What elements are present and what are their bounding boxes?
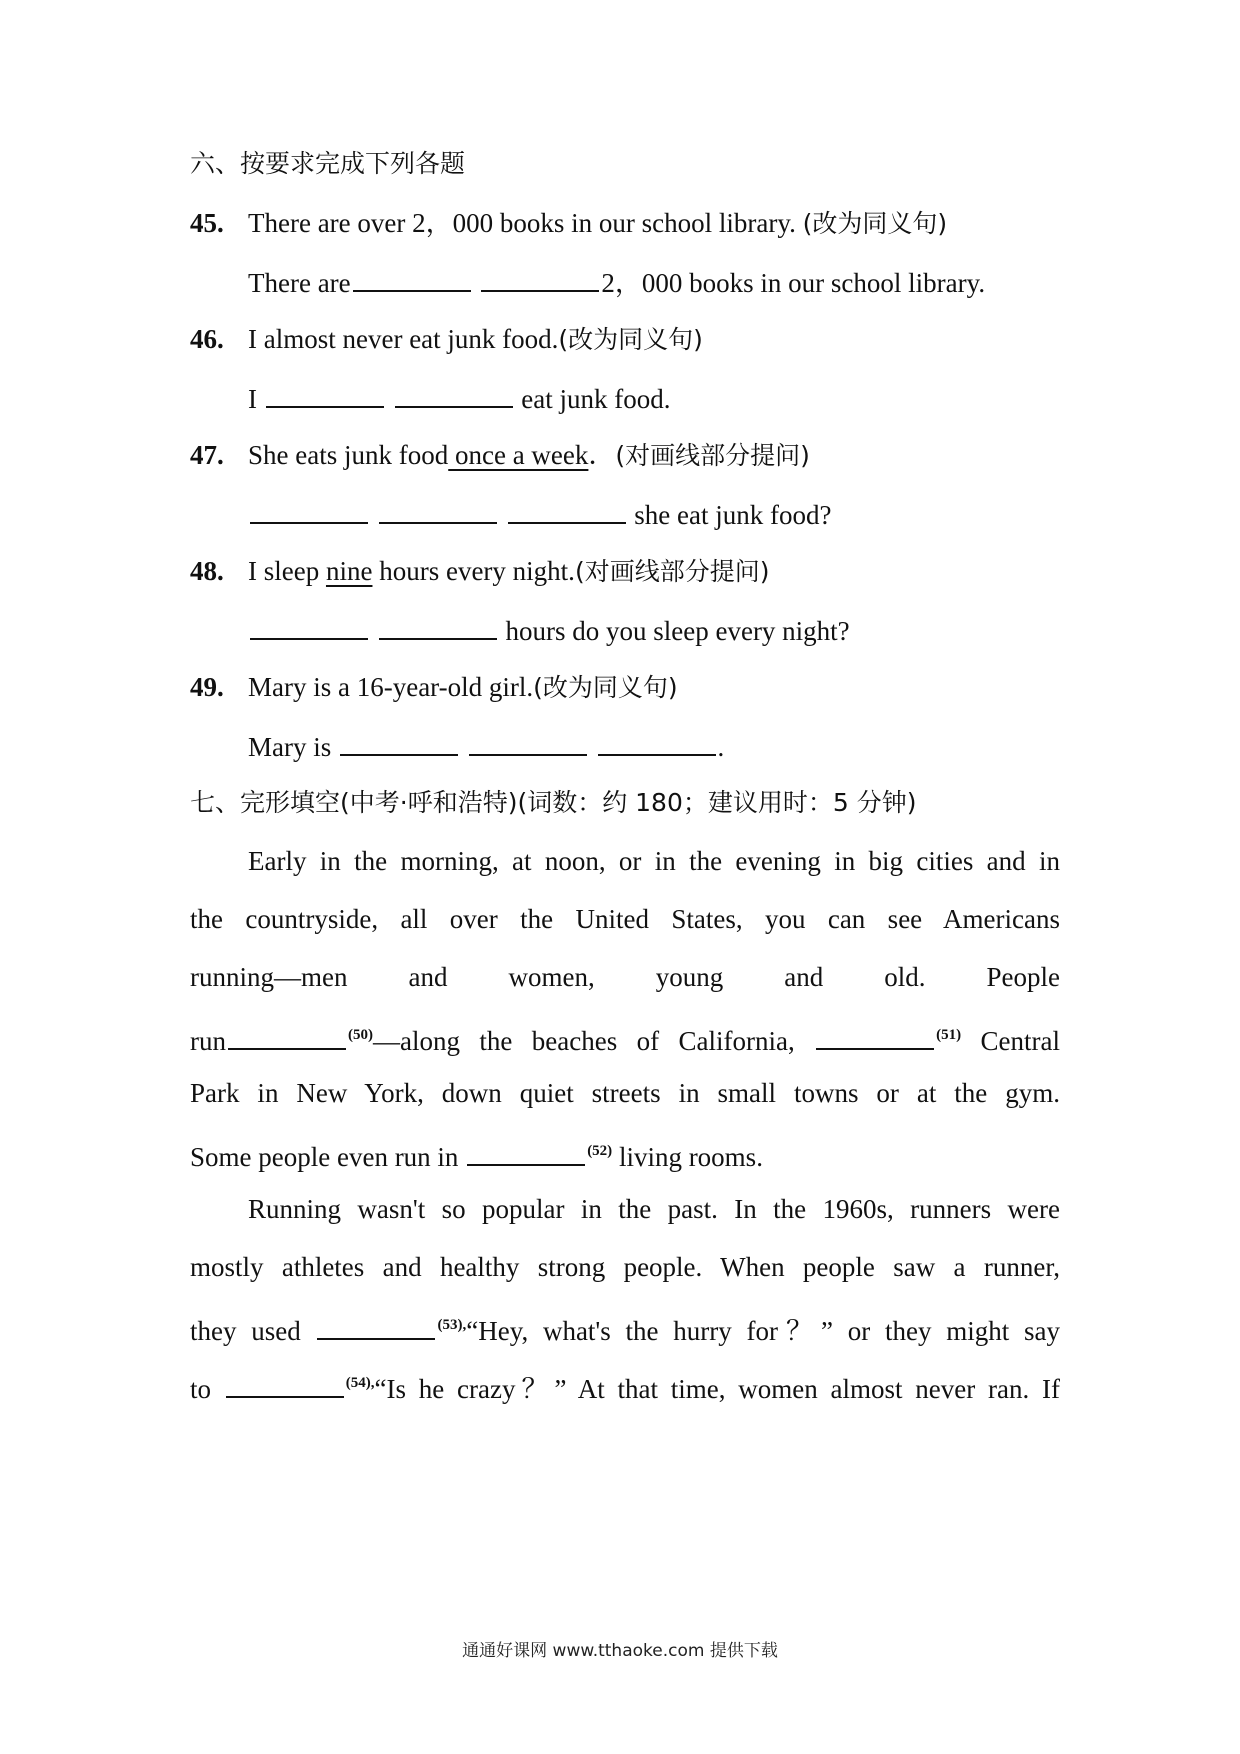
footer-watermark: 通通好课网 www.tthaoke.com 提供下载 (462, 1641, 778, 1661)
question-stem: I almost never eat junk food. (248, 324, 559, 354)
answer-prefix: Mary is (248, 732, 338, 762)
question-number: 49. (190, 672, 224, 702)
passage-text: they used (190, 1316, 316, 1346)
question-45 (190, 204, 947, 243)
cloze-blank-53[interactable] (317, 1310, 435, 1340)
answer-blank[interactable] (598, 726, 716, 756)
passage-line-50-51 (190, 1016, 1060, 1060)
blank-number: (50) (348, 1027, 373, 1043)
question-stem: Mary is a 16-year-old girl. (248, 672, 534, 702)
question-note: (对画线部分提问) (615, 441, 810, 470)
passage-text: run (190, 1026, 226, 1056)
passage-text: “Hey, what's the hurry for？” or they might say (466, 1316, 1060, 1346)
answer-blank[interactable] (379, 494, 497, 524)
passage-line-54 (190, 1364, 1060, 1408)
answer-49 (248, 726, 724, 766)
passage-text: —along the beaches of California, (373, 1026, 815, 1056)
underlined-part: once a week (448, 440, 589, 470)
question-note: (改为同义句) (558, 325, 703, 354)
passage-line-53 (190, 1306, 1060, 1350)
passage-text: Central (961, 1026, 1060, 1056)
answer-47 (248, 494, 831, 534)
cloze-blank-50[interactable] (228, 1020, 346, 1050)
answer-48 (248, 610, 850, 650)
question-47 (190, 436, 810, 475)
passage-line: running—men and women, young and old. People (190, 962, 1060, 992)
answer-suffix: 2，000 books in our school library. (601, 268, 986, 298)
passage-line: Park in New York, down quiet streets in small towns or at the gym. (190, 1078, 1060, 1108)
question-stem-end: hours every night. (372, 556, 575, 586)
cloze-blank-52[interactable] (467, 1136, 585, 1166)
blank-number: (53), (437, 1317, 467, 1333)
passage-line: the countryside, all over the United States, you can see Americans (190, 904, 1060, 934)
passage-line: mostly athletes and healthy strong people. When people saw a runner, (190, 1252, 1060, 1282)
question-stem: There are over 2，000 books in our school library. (248, 208, 803, 238)
question-number: 47. (190, 440, 224, 470)
blank-number: (51) (936, 1027, 962, 1043)
answer-45 (248, 262, 985, 302)
question-stem: I sleep (248, 556, 326, 586)
answer-suffix: eat junk food. (514, 384, 671, 414)
passage-line: Running wasn't so popular in the past. In the 1960s, runners were (248, 1194, 1060, 1224)
passage-text: Some people even run in (190, 1142, 466, 1172)
passage-text: living rooms. (612, 1142, 763, 1172)
blank-number: (52) (587, 1143, 613, 1159)
blank-number: (54), (345, 1375, 375, 1391)
question-48 (190, 552, 769, 591)
answer-blank[interactable] (340, 726, 458, 756)
underlined-part: nine (325, 556, 373, 586)
answer-46 (248, 378, 670, 418)
question-stem-end: ． (588, 440, 616, 470)
answer-blank[interactable] (508, 494, 626, 524)
question-number: 46. (190, 324, 224, 354)
answer-blank[interactable] (469, 726, 587, 756)
answer-blank[interactable] (353, 262, 471, 292)
answer-blank[interactable] (250, 610, 368, 640)
section-6-title: 六、按要求完成下列各题 (190, 149, 466, 178)
answer-prefix: There are (248, 268, 351, 298)
answer-blank[interactable] (395, 378, 513, 408)
passage-text: to (190, 1374, 224, 1404)
answer-blank[interactable] (266, 378, 384, 408)
passage-line: Early in the morning, at noon, or in the evening in big cities and in (248, 846, 1060, 876)
question-note: (改为同义句) (533, 673, 678, 702)
question-46 (190, 320, 703, 359)
answer-blank[interactable] (481, 262, 599, 292)
question-note: (改为同义句) (802, 209, 948, 238)
answer-suffix: she eat junk food? (627, 500, 832, 530)
answer-suffix: . (717, 732, 725, 762)
cloze-blank-51[interactable] (816, 1020, 934, 1050)
question-note: (对画线部分提问) (574, 557, 770, 586)
passage-text: “Is he crazy？” At that time, women almost never ran. If (374, 1374, 1060, 1404)
question-stem: She eats junk food (248, 440, 449, 470)
question-49 (190, 668, 678, 707)
question-number: 48. (190, 556, 224, 586)
answer-prefix: I (248, 384, 264, 414)
question-number: 45. (190, 208, 224, 238)
cloze-blank-54[interactable] (226, 1368, 344, 1398)
section-7-title: 七、完形填空(中考·呼和浩特)(词数：约 180；建议用时：5 分钟) (190, 788, 917, 817)
passage-line-52 (190, 1132, 763, 1176)
answer-blank[interactable] (379, 610, 497, 640)
answer-blank[interactable] (250, 494, 368, 524)
answer-suffix: hours do you sleep every night? (498, 616, 850, 646)
